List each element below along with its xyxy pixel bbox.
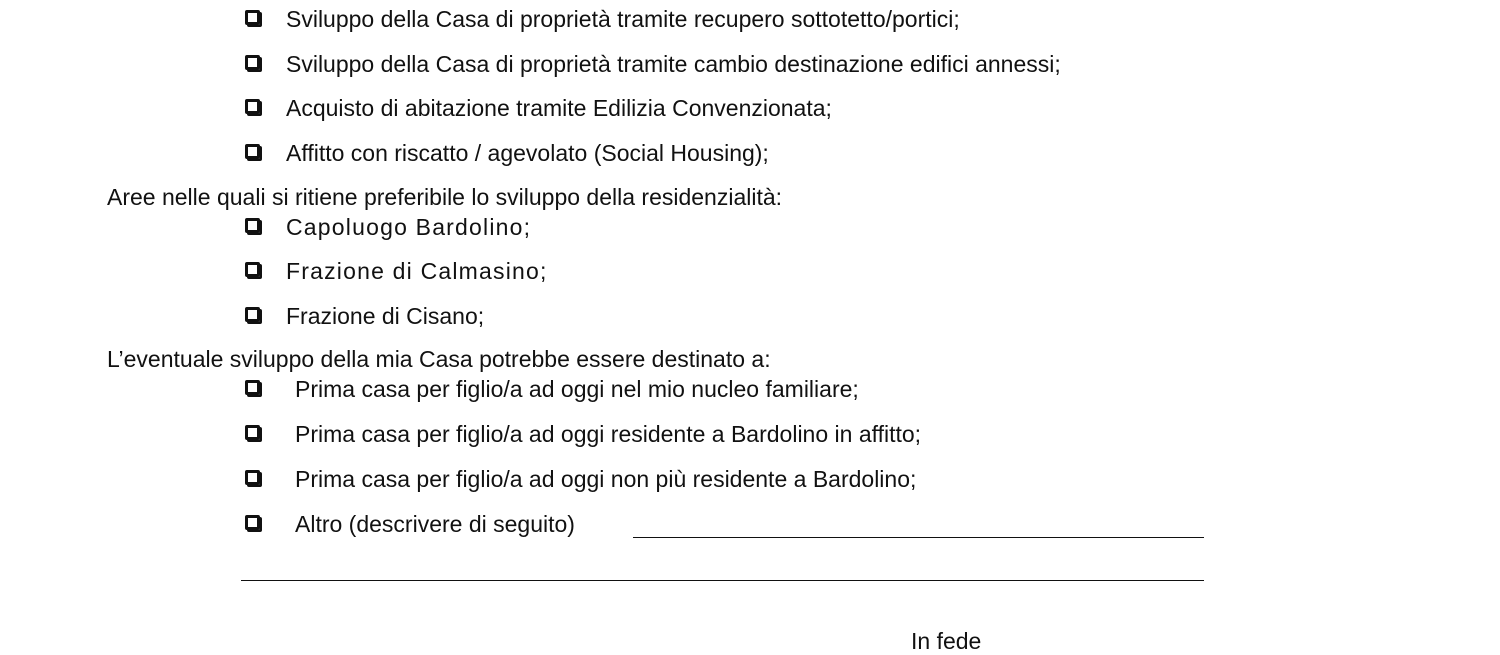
option-label: Acquisto di abitazione tramite Edilizia Convenzionata; xyxy=(286,94,832,121)
altro-description-line[interactable] xyxy=(633,537,1204,538)
option-label: Sviluppo della Casa di proprietà tramite cambio destinazione edifici annessi; xyxy=(286,50,1061,77)
option-label: Prima casa per figlio/a ad oggi residente a Bardolino in affitto; xyxy=(295,420,922,447)
option-label: Prima casa per figlio/a ad oggi non più residente a Bardolino; xyxy=(295,465,917,492)
option-altro[interactable] xyxy=(245,509,575,539)
checkbox-icon[interactable] xyxy=(245,144,260,159)
option-recupero-sottotetto[interactable] xyxy=(245,4,960,34)
checkbox-icon[interactable] xyxy=(245,380,260,395)
option-label: Altro (descrivere di seguito) xyxy=(295,510,575,537)
checkbox-icon[interactable] xyxy=(245,55,260,70)
checkbox-icon[interactable] xyxy=(245,262,260,277)
option-frazione-cisano[interactable] xyxy=(245,301,484,331)
checkbox-icon[interactable] xyxy=(245,218,260,233)
checkbox-icon[interactable] xyxy=(245,515,260,530)
option-label: Capoluogo Bardolino; xyxy=(286,213,532,240)
checkbox-icon[interactable] xyxy=(245,470,260,485)
option-label: Frazione di Calmasino; xyxy=(286,257,548,284)
closing-text: In fede xyxy=(911,628,982,654)
areas-heading: Aree nelle quali si ritiene preferibile lo sviluppo della residenzialità: xyxy=(107,184,783,210)
altro-description-line-2[interactable] xyxy=(241,580,1204,581)
option-label: Frazione di Cisano; xyxy=(286,302,485,329)
option-label: Affitto con riscatto / agevolato (Social Housing); xyxy=(286,139,769,166)
checkbox-icon[interactable] xyxy=(245,10,260,25)
option-edilizia-convenzionata[interactable] xyxy=(245,93,832,123)
option-capoluogo-bardolino[interactable] xyxy=(245,212,531,242)
checkbox-icon[interactable] xyxy=(245,99,260,114)
option-frazione-calmasino[interactable] xyxy=(245,256,548,286)
checkbox-icon[interactable] xyxy=(245,425,260,440)
option-social-housing[interactable] xyxy=(245,138,769,168)
option-figlio-nucleo-familiare[interactable] xyxy=(245,374,859,404)
option-label: Prima casa per figlio/a ad oggi nel mio nucleo familiare; xyxy=(295,375,859,402)
checkbox-icon[interactable] xyxy=(245,307,260,322)
option-figlio-non-residente[interactable] xyxy=(245,464,916,494)
destination-heading: L’eventuale sviluppo della mia Casa potrebbe essere destinato a: xyxy=(107,346,771,372)
option-figlio-affitto[interactable] xyxy=(245,419,921,449)
option-label: Sviluppo della Casa di proprietà tramite recupero sottotetto/portici; xyxy=(286,5,960,32)
option-cambio-destinazione[interactable] xyxy=(245,49,1061,79)
